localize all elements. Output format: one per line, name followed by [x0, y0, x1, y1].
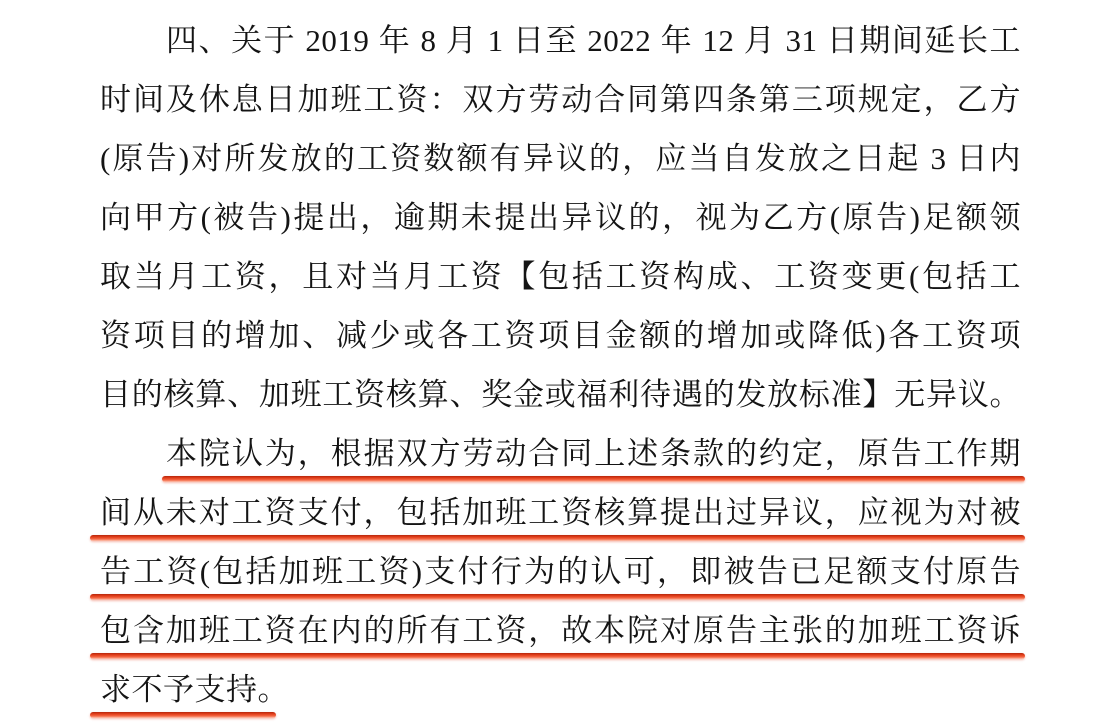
doc-line-10: 告工资(包括加班工资)支付行为的认可，即被告已足额支付原告	[100, 542, 1021, 601]
doc-line-5: 取当月工资，且对当月工资【包括工资构成、工资变更(包括工	[100, 259, 1021, 294]
doc-line-12: 求不予支持。	[100, 660, 1021, 719]
doc-line-3: (原告)对所发放的工资数额有异议的，应当自发放之日起 3 日内	[100, 141, 1021, 176]
doc-line-7: 目的核算、加班工资核算、奖金或福利待遇的发放标准】无异议。	[100, 377, 1021, 412]
red-underline	[162, 476, 1025, 482]
doc-line-6: 资项目的增加、减少或各工资项目金额的增加或降低)各工资项	[100, 318, 1021, 353]
doc-line-9: 间从未对工资支付，包括加班工资核算提出过异议，应视为对被	[100, 483, 1021, 542]
red-underline	[90, 712, 276, 718]
doc-line-2: 时间及休息日加班工资：双方劳动合同第四条第三项规定，乙方	[100, 82, 1021, 117]
red-underline	[90, 653, 1025, 659]
doc-line-1: 四、关于 2019 年 8 月 1 日至 2022 年 12 月 31 日期间延长工	[166, 23, 1021, 58]
red-underline	[90, 594, 1025, 600]
doc-line-8: 本院认为，根据双方劳动合同上述条款的约定，原告工作期	[100, 424, 1021, 483]
red-underline	[90, 535, 1025, 541]
doc-line-11: 包含加班工资在内的所有工资，故本院对原告主张的加班工资诉	[100, 601, 1021, 660]
doc-line-4: 向甲方(被告)提出，逾期未提出异议的，视为乙方(原告)足额领	[100, 200, 1021, 235]
